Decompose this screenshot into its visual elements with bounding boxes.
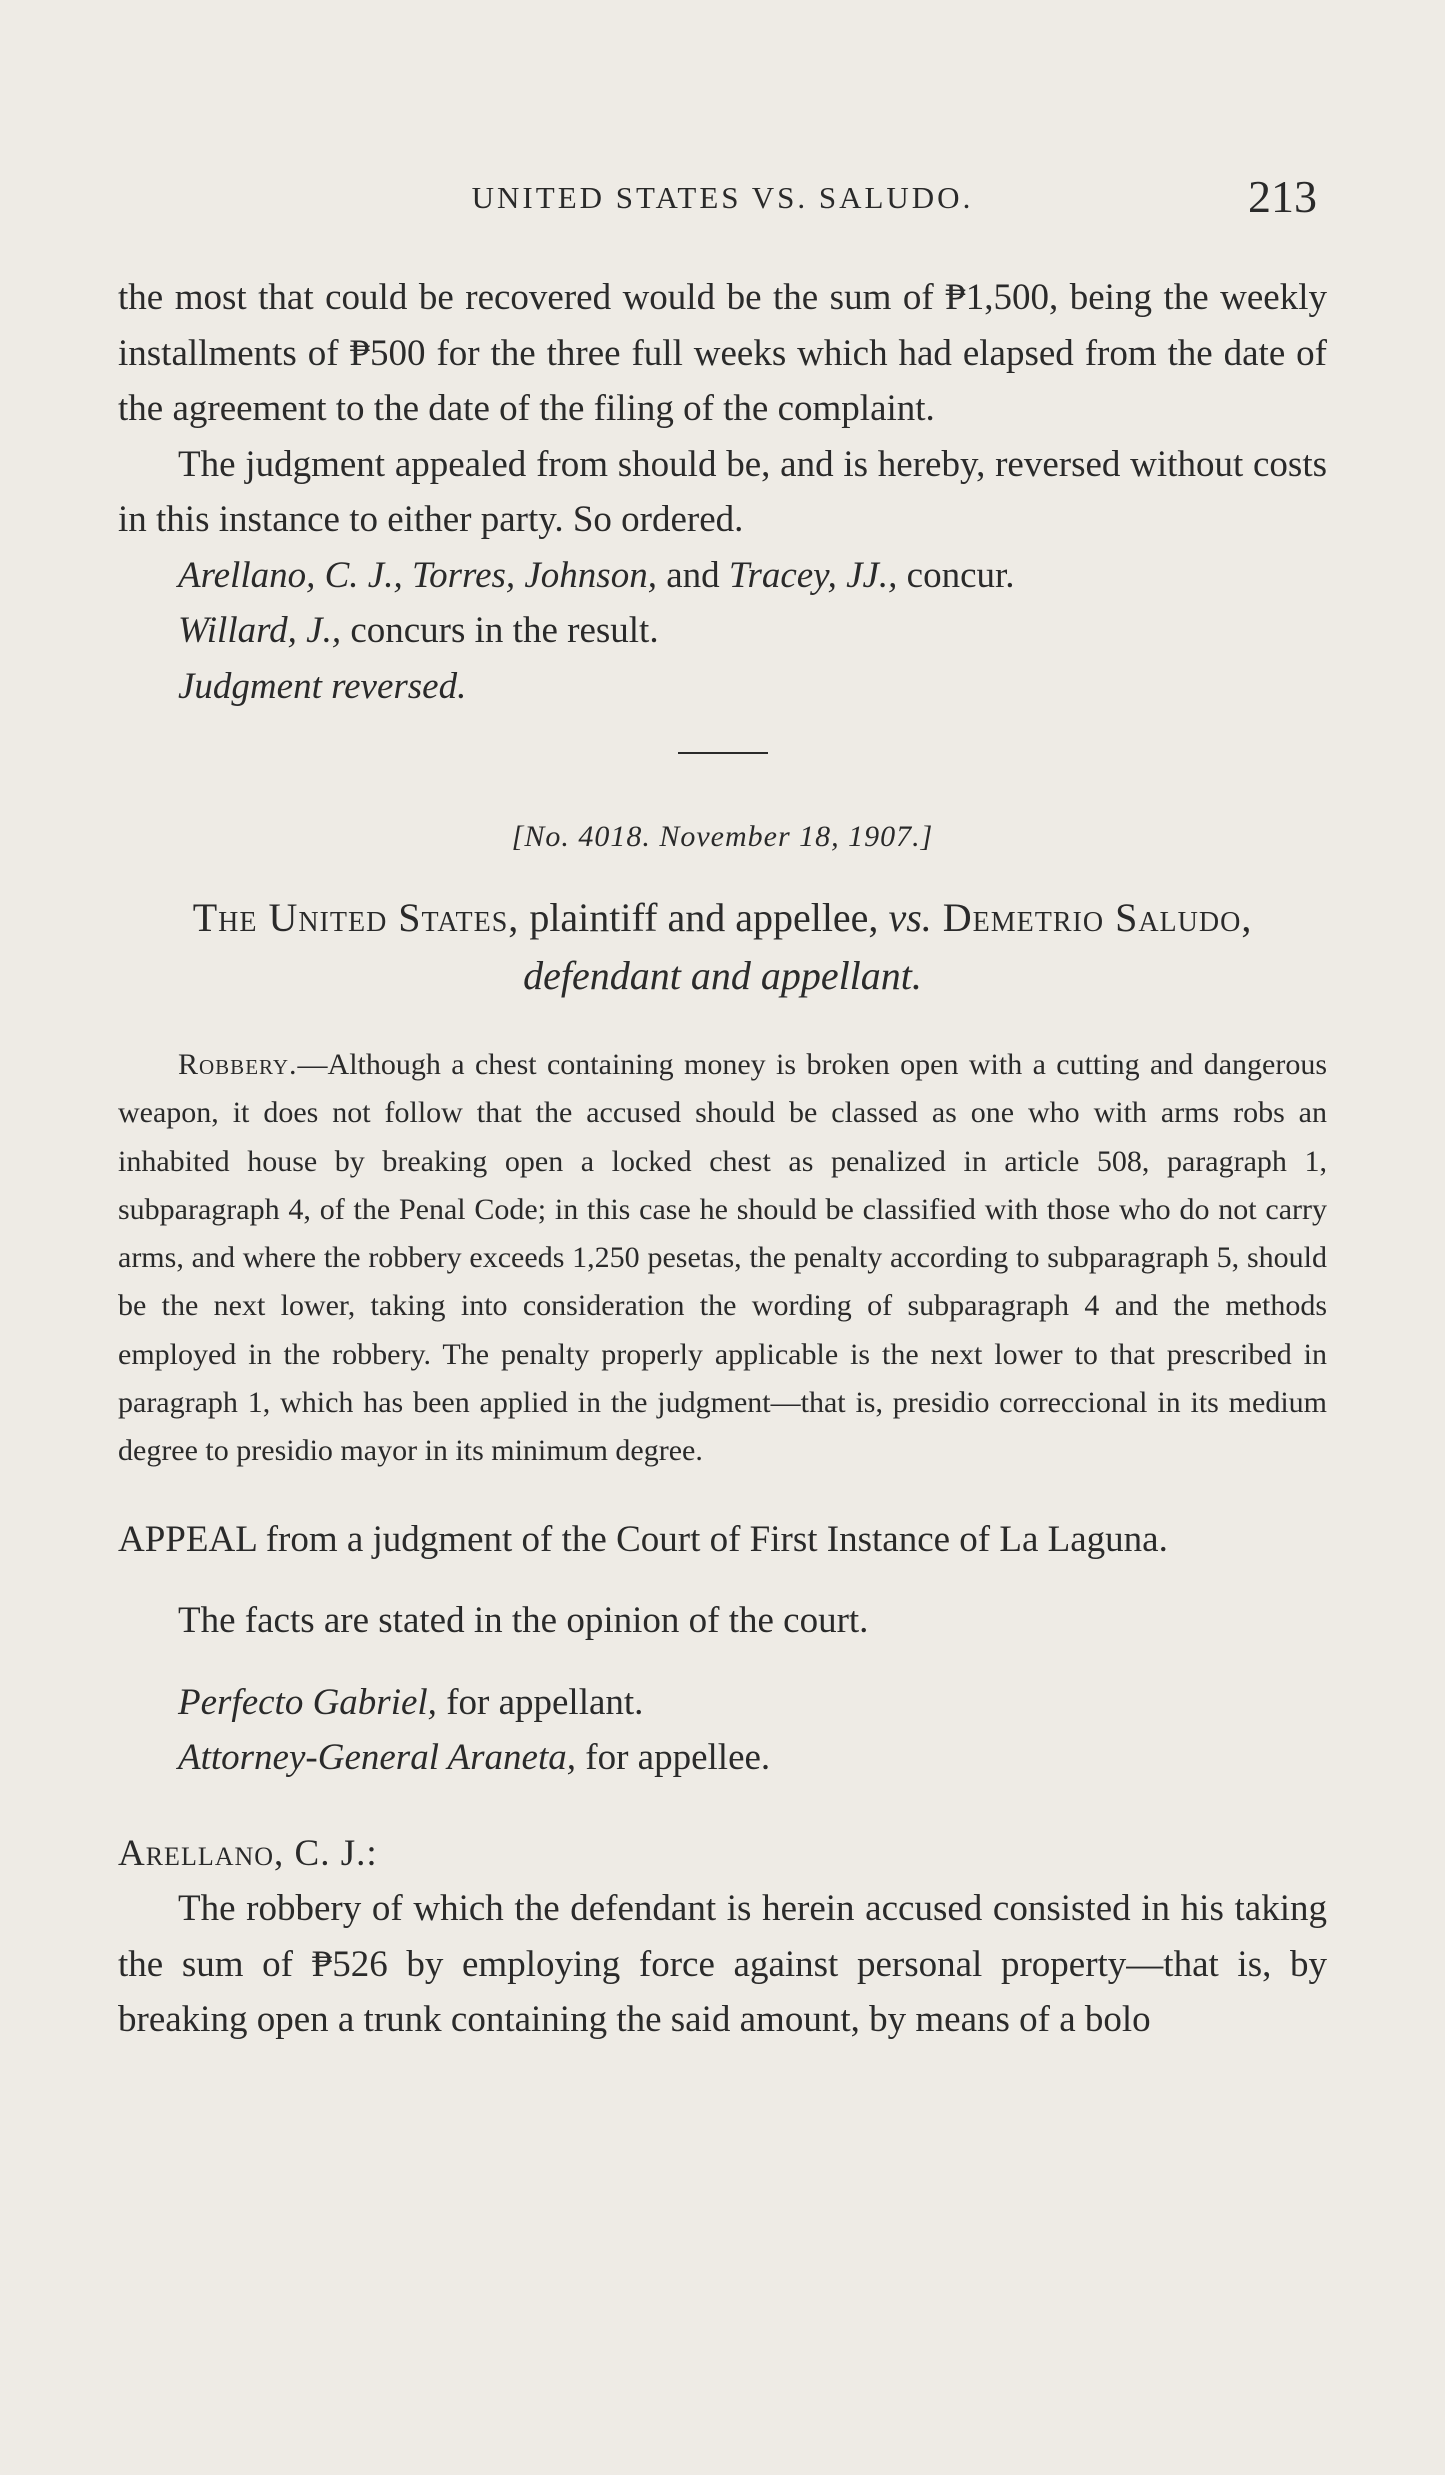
- case-title-plaintiff-role: plaintiff and appellee,: [519, 895, 889, 940]
- case-title-plaintiff: The United States,: [192, 895, 520, 940]
- syllabus-text: —Although a chest containing money is broken open with a cutting and dangerous weapon, it does not follow that the accused should be classed as one who with arms robs an inhabited house by breaking open a locked chest as penalized in article 508, paragraph 1, subparagraph 4, of the Penal Code; in this case he should be classified with those who do not carry arms, and where the robbery exceeds 1,250 pesetas, the penalty according to subparagraph 5, should be the next lower, taking into consideration the wording of subparagraph 4 and the methods employed in the robbery. The penalty properly applicable is the next lower to that prescribed in paragraph 1, which has been applied in the judgment—that is, presidio correccional in its medium degree to presidio mayor in its minimum degree.: [118, 1048, 1327, 1468]
- facts-line: The facts are stated in the opinion of the court.: [178, 1600, 869, 1642]
- syllabus-heading: Robbery.: [178, 1048, 298, 1081]
- case-number: [No. 4018. November 18, 1907.]: [511, 820, 934, 853]
- counsel-appellant-role: for appellant.: [436, 1681, 644, 1723]
- counsel-appellant-name: Perfecto Gabriel,: [178, 1681, 437, 1723]
- running-title: UNITED STATES VS. SALUDO.: [471, 180, 974, 215]
- appeal-label: APPEAL: [118, 1518, 257, 1560]
- counsel-appellee-name: Attorney-General Araneta,: [178, 1737, 577, 1779]
- prior-case-paragraph: the most that could be recovered would be the sum of ₱1,500, being the weekly installments of ₱500 for the three full weeks which had elapsed from the date of the agreement to the date of the filing of the complaint.: [118, 277, 1327, 429]
- concurring-justices: Arellano, C. J., Torres, Johnson,: [178, 554, 657, 596]
- page-number: 213: [1248, 171, 1317, 222]
- concur-text: concur.: [897, 554, 1015, 596]
- concurring-justice-tracey: Tracey, JJ.,: [728, 554, 898, 596]
- appeal-line: [118, 1512, 1327, 1568]
- syllabus: [118, 1041, 1327, 1476]
- running-head: [118, 170, 1327, 230]
- case-title-defendant: Demetrio Saludo,: [931, 895, 1253, 940]
- willard-line: [118, 603, 1327, 659]
- appeal-text: from a judgment of the Court of First Instance of La Laguna.: [256, 1518, 1168, 1560]
- case-title-vs: vs.: [888, 895, 932, 940]
- disposition: Judgment reversed.: [178, 665, 467, 707]
- case-title: [118, 889, 1327, 1005]
- case-title-defendant-role: defendant and appellant.: [523, 953, 922, 998]
- section-divider: [678, 752, 768, 754]
- concurrence-line: [118, 548, 1327, 604]
- opinion-text: The robbery of which the defendant is herein accused consisted in his taking the sum of ₱526 by employing force against personal property—that is, by breaking open a trunk containing the said amount, by means of a bolo: [118, 1888, 1327, 2041]
- willard-text: concurs in the result.: [341, 610, 659, 651]
- counsel-appellee: [118, 1730, 1327, 1786]
- judgment-paragraph: The judgment appealed from should be, and is hereby, reversed without costs in this instance to either party. So ordered.: [118, 443, 1327, 540]
- justice-willard: Willard, J.,: [178, 610, 342, 651]
- concur-and: and: [656, 554, 729, 596]
- counsel-appellee-role: for appellee.: [576, 1737, 771, 1779]
- opinion-author: Arellano, C. J.:: [118, 1832, 378, 1874]
- page-body: [118, 270, 1327, 2048]
- counsel-appellant: [118, 1675, 1327, 1731]
